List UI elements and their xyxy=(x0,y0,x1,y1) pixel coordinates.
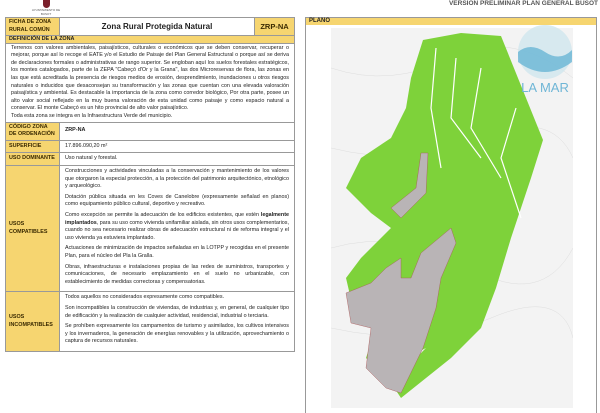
compatible-use-item: Construcciones y actividades vinculadas a la conservación y mantenimiento de los valores que otorgaron la especial protección, a la protección del patrimonio arquitectónico, etnológico y arqueológico. xyxy=(65,168,289,190)
code-value: ZRP-NA xyxy=(60,122,295,140)
la-mar-watermark-logo xyxy=(515,22,575,102)
incompatible-use-item: Se prohíben expresamente los campamentos de turismo y asimilados, los cultivos intensivos y los invernaderos, la generación de energías renovables y la utilización, aprovechamiento o captura de recursos naturales. xyxy=(65,323,289,345)
incompatible-use-item: Todos aquellos no considerados expresamente como compatibles. xyxy=(65,294,225,301)
zone-title: Zona Rural Protegida Natural xyxy=(60,18,255,36)
dominant-use-value: Uso natural y forestal. xyxy=(60,153,295,166)
dominant-use-label: USO DOMINANTE xyxy=(6,153,60,166)
zone-code: ZRP-NA xyxy=(255,18,295,36)
text: Como excepción se permite la adecuación de los edificios existentes, que estén xyxy=(65,211,261,218)
surface-label: SUPERFICIE xyxy=(6,140,60,153)
surface-value: 17.896.090,20 m² xyxy=(60,140,295,153)
logo-text: AYUNTAMIENTO DE BUSOT xyxy=(31,8,61,16)
svg-text:LA MAR: LA MAR xyxy=(521,80,569,95)
incompatible-uses-label: USOS INCOMPATIBLES xyxy=(6,292,60,352)
coat-of-arms-icon xyxy=(43,0,50,8)
compatible-use-item: Obras, infraestructuras e instalaciones propias de las redes de suministros, transportes y comunicaciones, de necesario emplazamiento en el suelo no urbanizable, con establecimiento de medidas correctoras y compensatorias. xyxy=(65,263,289,285)
bold-text: legalmente implantados xyxy=(65,211,289,226)
definition-text: Terrenos con valores ambientales, paisajísticos, culturales o económicos que se deben conservar, recuperar o mejorar, porque así lo recoge el EATE y/o el Estudio de Paisaje del Plan General Estructural o porque así se deriva de declaraciones formales o administrativas de rango superior. Se engloban aquí los suelos forestales estratégicos, los montes catalogados, parte de la ZEPA "Cabeçó d'Or y la Grana", las dos Microreservas de flora, las zonas en las que está acreditada la presencia de riesgos medios de erosión, desprendimiento, inundaciones u otros riesgos naturales o inducidos que desaconsejan su transformación y las zonas que cuentan con una elevada valoración paisajística y ambiental. Es destacable la importancia de la zona como corredor biológico, Por otra parte, posee un alto valor social reflejado en la muy buena valoración de esta unidad como paisaje y como espacio natural a conservar. El monte Cabeçó es un hito provincial de alto valor paisajístico. xyxy=(11,44,289,112)
municipality-logo xyxy=(28,0,64,15)
compatible-use-item xyxy=(65,212,289,242)
code-label: CÓDIGO ZONA DE ORDENACIÓN xyxy=(6,122,60,140)
sheet-label: FICHA DE ZONA RURAL COMÚN xyxy=(6,18,60,36)
definition-text-2: Toda esta zona se integra en la Infraestructura Verde del municipio. xyxy=(11,113,173,120)
zone-sheet-table xyxy=(5,17,295,352)
compatible-use-item: Dotación pública situada en les Coves de Canelobre (expresamente señalad en planos) como equipamiento público cultural, deportivo y recreativo. xyxy=(65,193,289,208)
map-header: PLANO xyxy=(306,18,596,25)
version-title: VERSION PRELIMINAR PLAN GENERAL BUSOT xyxy=(448,0,598,7)
compatible-use-item: Actuaciones de minimización de impactos señaladas en la LOTPP y recogidas en el presente Plan, para el núcleo del Pla la Gralla. xyxy=(65,245,289,259)
text: , para su uso como vivienda unifamiliar aislada, sin otros usos complementarios, cuando no sea necesario realizar obras de adecuación estructural ni de reforma integral y el uso vivienda ya estuviera implantado. xyxy=(65,219,289,241)
compatible-uses-label: USOS COMPATIBLES xyxy=(6,166,60,292)
definition-header: DEFINICIÓN DE LA ZONA xyxy=(6,36,295,44)
incompatible-use-item: Son incompatibles la construcción de viviendas, de industrias y, en general, de cualquier tipo de edificación y la realización de cualquier actividad, residencial, industrial o terciaria. xyxy=(65,304,289,319)
